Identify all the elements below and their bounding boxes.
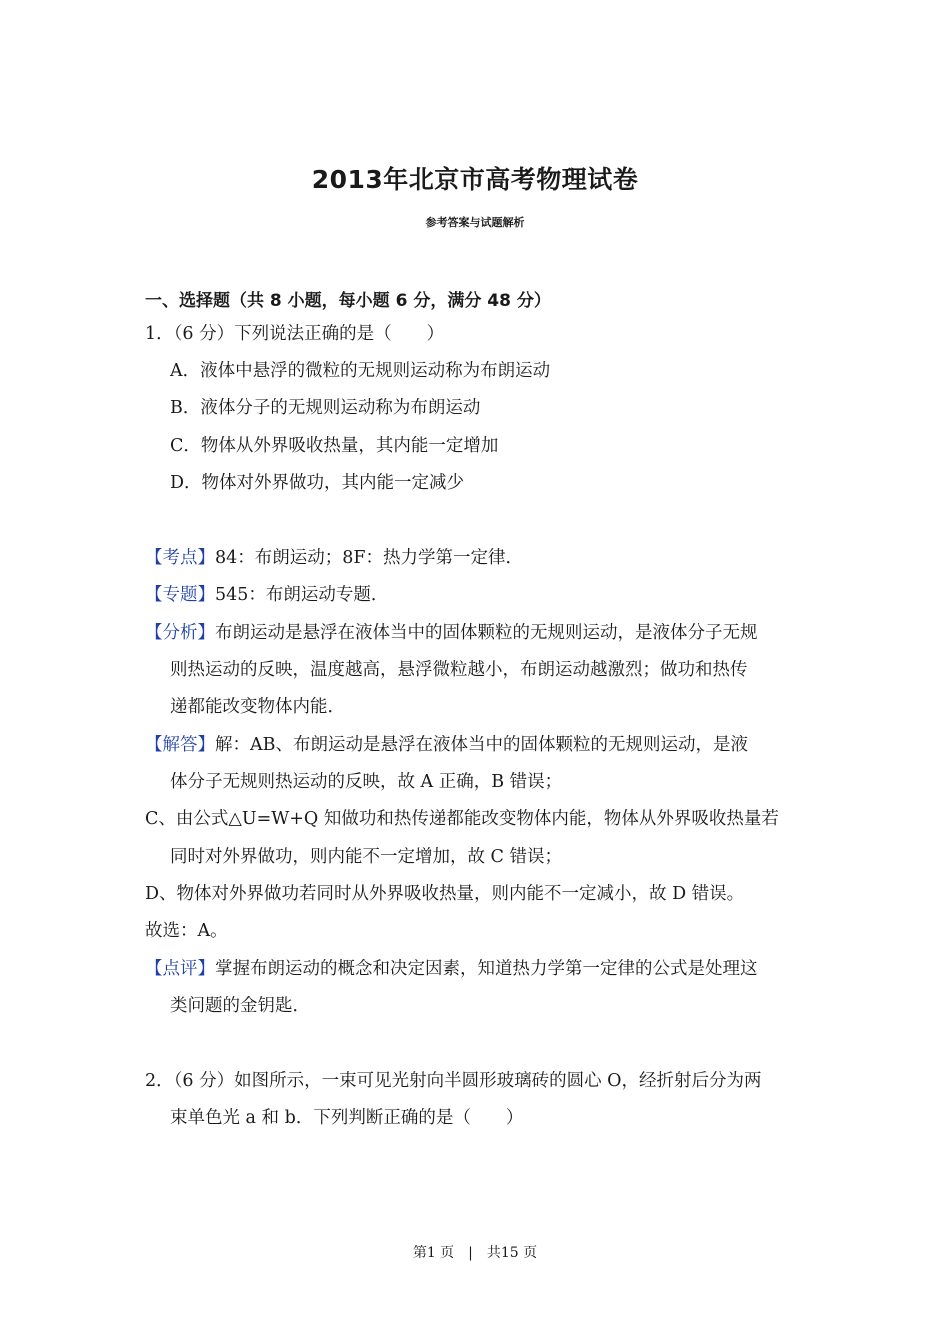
question-1-option-a: A．液体中悬浮的微粒的无规则运动称为布朗运动: [170, 361, 551, 381]
fenxi-line-3: 递都能改变物体内能．: [170, 697, 345, 717]
jieda-text-1: 解：AB、布朗运动是悬浮在液体当中的固体颗粒的无规则运动，是液: [215, 735, 748, 755]
zhuanti-line: [145, 583, 388, 607]
fenxi-text-1: 布朗运动是悬浮在液体当中的固体颗粒的无规则运动，是液体分子无规: [215, 623, 758, 643]
dianping-line-1: [145, 957, 758, 981]
question-1-option-d: D．物体对外界做功，其内能一定减少: [170, 473, 465, 493]
kaodian-line: [145, 546, 523, 570]
kaodian-tag: 【考点】: [145, 548, 215, 568]
dianping-tag: 【点评】: [145, 959, 215, 979]
jieda-line-2: 体分子无规则热运动的反映，故 A 正确，B 错误；: [170, 772, 563, 792]
document-title: 2013年北京市高考物理试卷: [311, 165, 639, 194]
fenxi-tag: 【分析】: [145, 623, 215, 643]
question-1-option-c: C．物体从外界吸收热量，其内能一定增加: [170, 436, 499, 456]
dianping-line-2: 类问题的金钥匙．: [170, 996, 310, 1016]
jieda-line-4: 同时对外界做功，则内能不一定增加，故 C 错误；: [170, 847, 563, 867]
jieda-tag: 【解答】: [145, 735, 215, 755]
question-2-stem-line-1: 2．（6 分）如图所示，一束可见光射向半圆形玻璃砖的圆心 O，经折射后分为两: [145, 1071, 762, 1091]
jieda-line-1: [145, 733, 748, 757]
fenxi-line-1: [145, 621, 758, 645]
page-footer: 第1 页 | 共15 页: [412, 1245, 538, 1261]
zhuanti-text: 545：布朗运动专题．: [215, 585, 389, 605]
zhuanti-tag: 【专题】: [145, 585, 215, 605]
section-heading: 一、选择题（共 8 小题，每小题 6 分，满分 48 分）: [145, 291, 551, 311]
jieda-line-3: C、由公式△U=W+Q 知做功和热传递都能改变物体内能，物体从外界吸收热量若: [145, 809, 779, 829]
jieda-line-5: D、物体对外界做功若同时从外界吸收热量，则内能不一定减小，故 D 错误。: [145, 884, 745, 904]
jieda-answer: 故选：A。: [145, 921, 228, 941]
document-subtitle: 参考答案与试题解析: [425, 216, 525, 229]
kaodian-text: 84：布朗运动；8F：热力学第一定律．: [215, 548, 524, 568]
dianping-text-1: 掌握布朗运动的概念和决定因素，知道热力学第一定律的公式是处理这: [215, 959, 758, 979]
question-2-stem-line-2: 束单色光 a 和 b．下列判断正确的是（ ）: [170, 1108, 524, 1128]
question-1-stem: 1．（6 分）下列说法正确的是（ ）: [145, 324, 445, 344]
question-1-option-b: B．液体分子的无规则运动称为布朗运动: [170, 398, 481, 418]
fenxi-line-2: 则热运动的反映，温度越高，悬浮微粒越小，布朗运动越激烈；做功和热传: [170, 660, 748, 680]
